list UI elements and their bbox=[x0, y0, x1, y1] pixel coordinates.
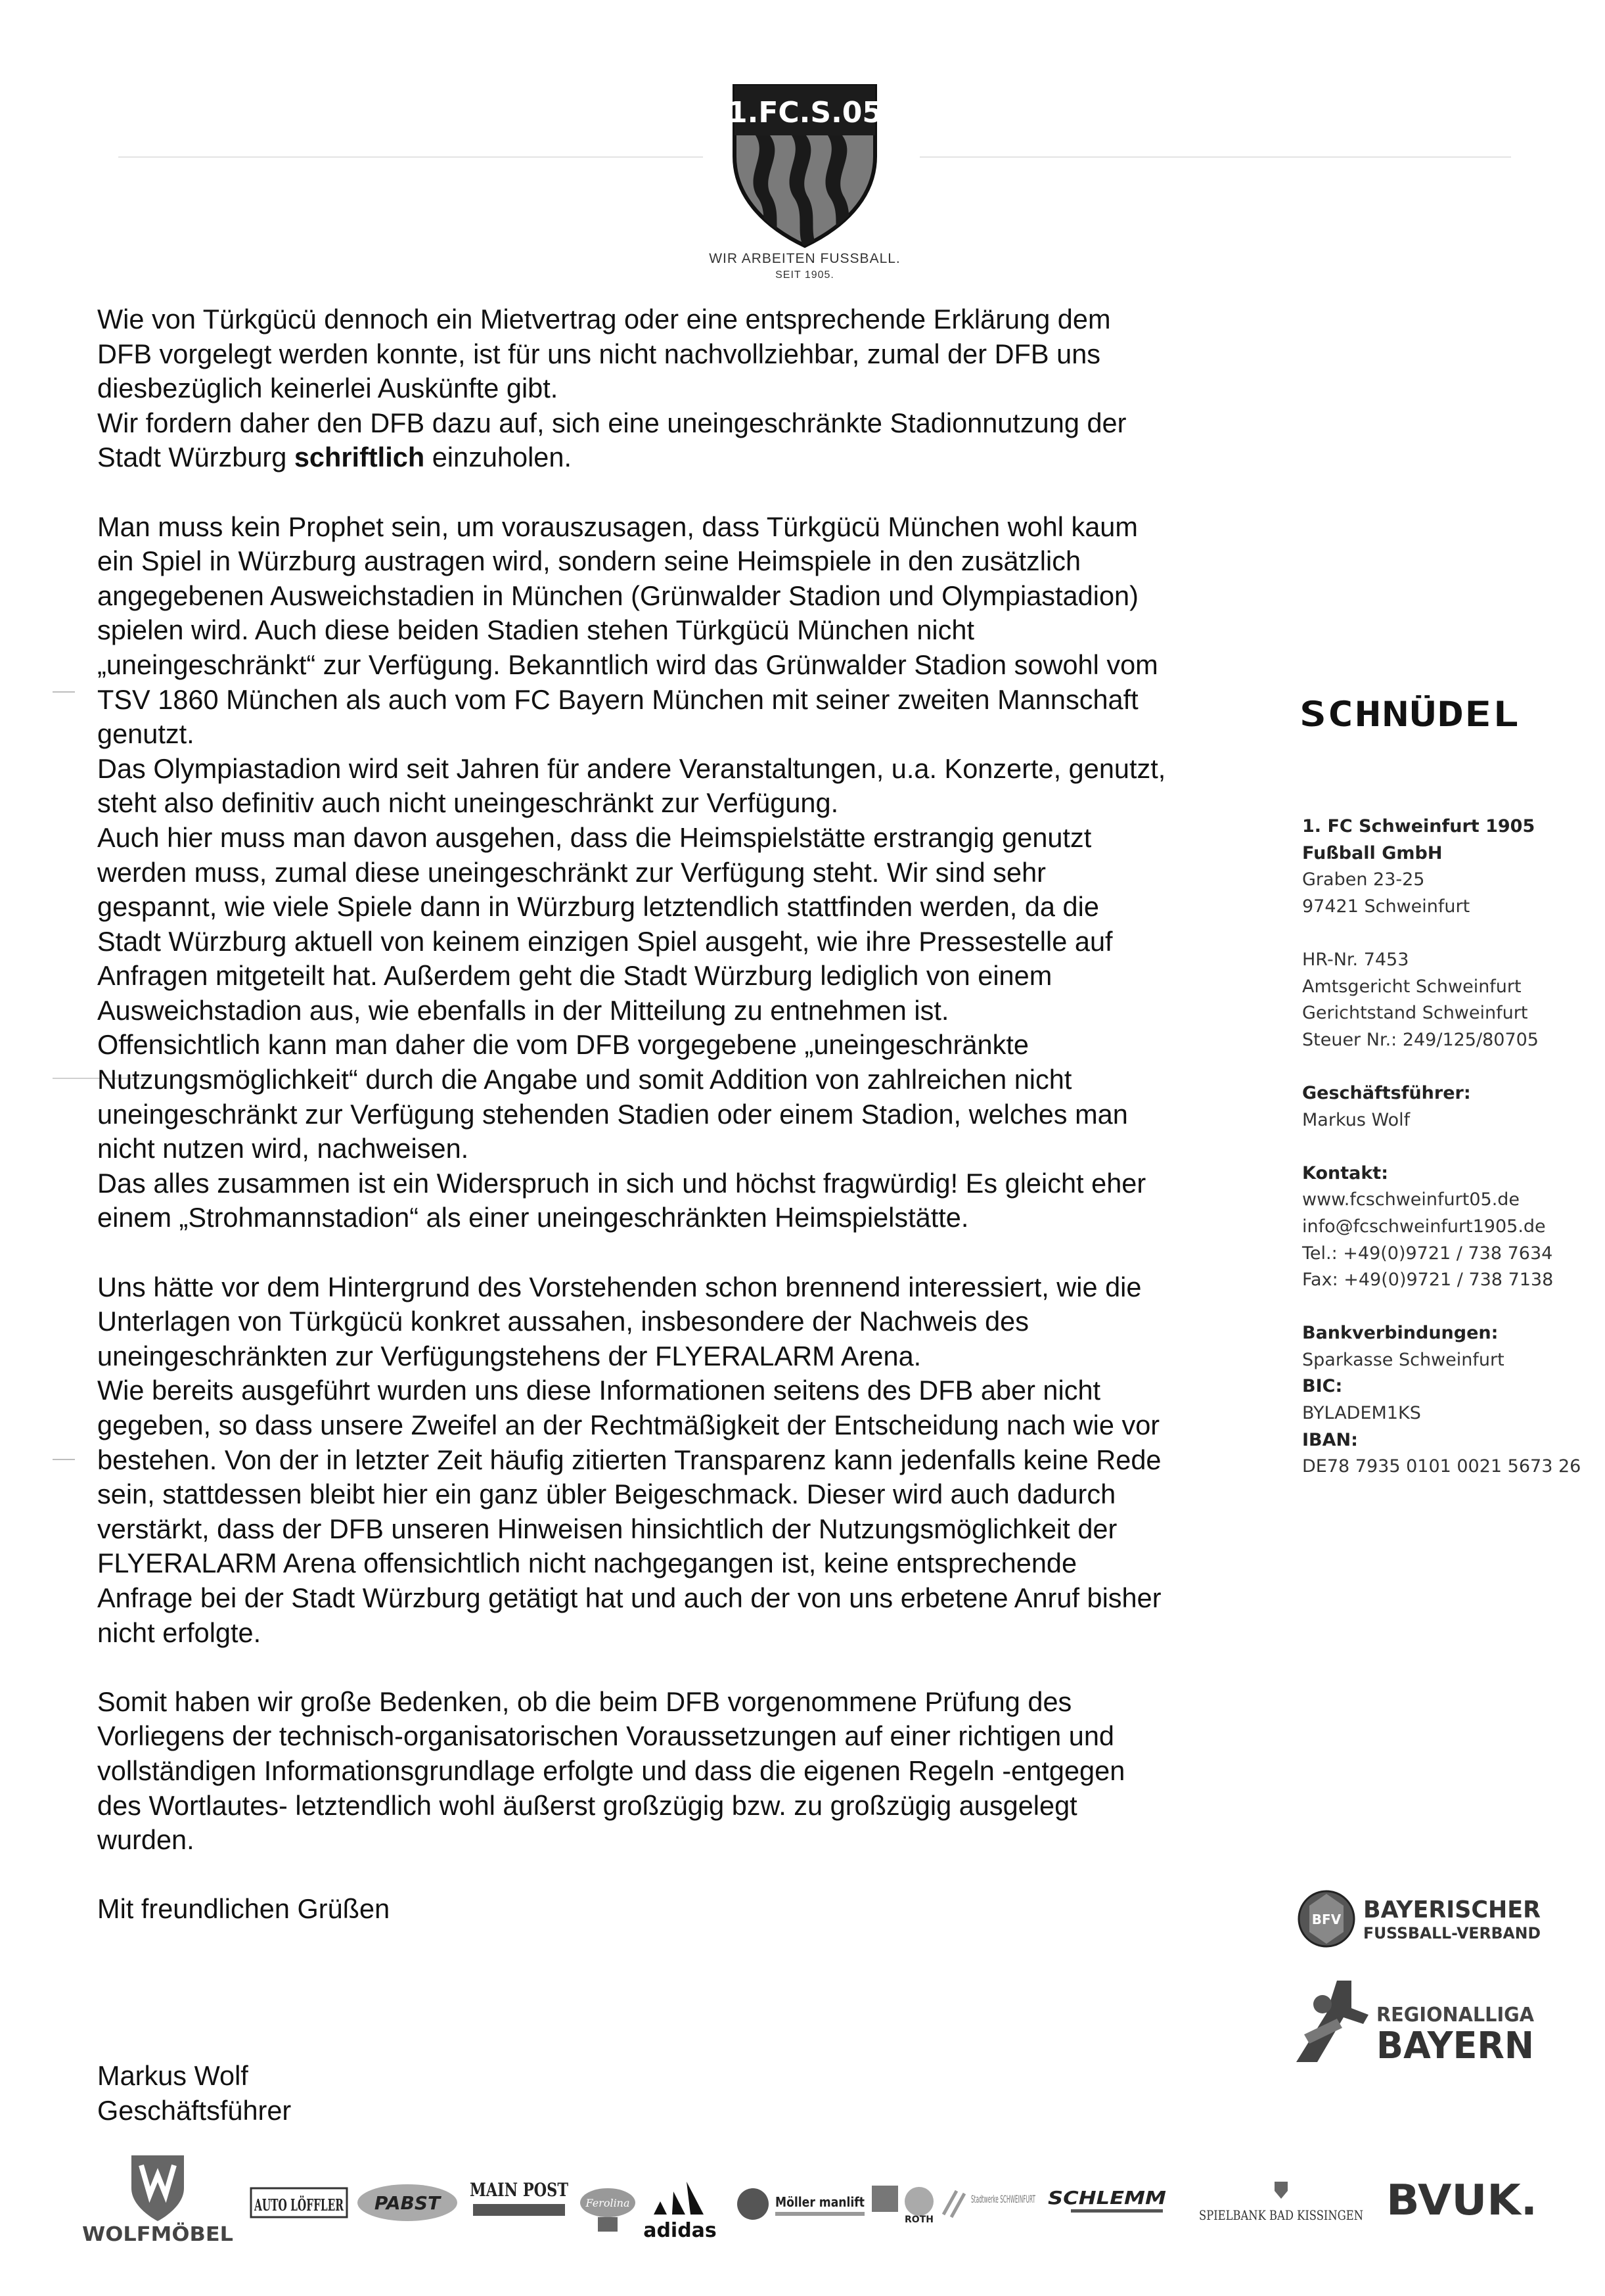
sponsor-ferolina-text: Ferolina bbox=[585, 2197, 630, 2209]
sponsor-moeller-text: Möller manlift bbox=[775, 2194, 865, 2210]
sponsor-bvuk-text: BVUK. bbox=[1386, 2176, 1537, 2225]
sponsor-main-post bbox=[466, 2174, 572, 2226]
bank-block bbox=[1302, 1320, 1591, 1481]
sponsor-bar bbox=[79, 2149, 1550, 2254]
sponsor-wolfmoebel-text: WOLFMÖBEL bbox=[82, 2223, 225, 2246]
rl-line-1: REGIONALLIGA bbox=[1376, 2004, 1535, 2027]
contact-label: Kontakt: bbox=[1302, 1162, 1389, 1183]
letter-paragraph-2: Man muss kein Prophet sein, um vorauszusagen, dass Türkgücü München wohl kaum ein Spiel in Würzburg austragen wird, sondern seine Heimspiele in den zusätzlich angegebenen Ausweichstadien in München (Grünwalder Stadion und Olympiastadion) spielen wird. Auch diese beiden Stadien stehen Türkgücü München nicht „uneingeschränkt“ zur Verfügung. Bekanntlich wird das Grünwalder Stadion sowohl vom TSV 1860 München als auch vom FC Bayern München mit seiner zweiten Mannschaft genutzt. Das Olympiastadion wird seit Jahren für andere Veranstaltungen, u.a. Konzerte, genutzt, steht also definitiv auch nicht uneingeschränkt zur Verfügung. Auch hier muss man davon ausgehen, dass die Heimspielstätte erstrangig genutzt werden muss, zumal diese uneingeschränkt zur Verfügung steht. Wir sind sehr gespannt, wie viele Spiele dann in Würzburg letztendlich stattfinden werden, da die Stadt Würzburg aktuell von keinem einzigen Spiel ausgeht, wie ihre Pressestelle auf Anfragen mitgeteilt hat. Außerdem geht die Stadt Würzburg lediglich von einem Ausweichstadion aus, wie ebenfalls in der Mitteilung zu entnehmen ist. Offensichtlich kann man daher die vom DFB vorgegebene „uneingeschränkte Nutzungsmöglichkeit“ durch die Angabe und somit Addition von zahlreichen nicht uneingeschränkt zur Verfügung stehenden Stadien oder einem Stadion, welches man nicht nutzen wird, nachweisen. Das alles zusammen ist ein Widerspruch in sich und höchst fragwürdig! Es gleicht eher einem „Strohmannstadion“ als einer uneingeschränkten Heimspielstätte. bbox=[97, 511, 1166, 1233]
signer-title: Geschäftsführer bbox=[97, 2094, 292, 2126]
sponsor-roth-text: ROTH bbox=[905, 2215, 934, 2225]
company-name-2: Fußball GmbH bbox=[1302, 842, 1443, 863]
managing-director bbox=[1302, 1080, 1591, 1134]
website-link[interactable]: www.fcschweinfurt05.de bbox=[1302, 1189, 1520, 1210]
club-crest-logo bbox=[729, 84, 880, 262]
sponsor-moeller-manlift bbox=[736, 2182, 867, 2228]
demand-emphasis: schriftlich bbox=[294, 442, 425, 473]
sponsor-spielbank bbox=[1196, 2178, 1367, 2230]
iban-value: DE78 7935 0101 0021 5673 26 bbox=[1302, 1456, 1581, 1477]
demand-text-end: einzuholen. bbox=[424, 442, 572, 473]
company-registry bbox=[1302, 947, 1591, 1053]
club-tagline: WIR ARBEITEN FUSSBALL. bbox=[709, 251, 901, 266]
sponsor-auto-loeffler-text: AUTO LÖFFLER bbox=[254, 2195, 344, 2215]
company-city: 97421 Schweinfurt bbox=[1302, 896, 1470, 917]
sponsor-bvuk bbox=[1386, 2170, 1544, 2229]
sponsor-stadtwerke-text: Stadtwerke SCHWEINFURT bbox=[971, 2193, 1036, 2205]
signer-name: Markus Wolf bbox=[97, 2060, 248, 2091]
md-label: Geschäftsführer: bbox=[1302, 1082, 1471, 1103]
sponsor-pabst bbox=[355, 2180, 460, 2226]
bfv-logo bbox=[1298, 1886, 1547, 1952]
jurisdiction: Gerichtstand Schweinfurt bbox=[1302, 1003, 1528, 1024]
letter-body bbox=[97, 302, 1286, 1927]
sponsor-adidas bbox=[641, 2175, 726, 2241]
regionalliga-bayern-logo bbox=[1291, 1975, 1541, 2067]
sponsor-stadtwerke bbox=[939, 2182, 1038, 2228]
letter-closing: Mit freundlichen Grüßen bbox=[97, 1893, 390, 1925]
sponsor-ferolina bbox=[578, 2183, 637, 2236]
bank-label: Bankverbindungen: bbox=[1302, 1323, 1499, 1344]
header-rule-left bbox=[118, 156, 703, 158]
fold-mark-bottom bbox=[53, 1459, 75, 1460]
md-name: Markus Wolf bbox=[1302, 1109, 1411, 1130]
sponsor-auto-loeffler bbox=[250, 2182, 348, 2228]
iban-label: IBAN: bbox=[1302, 1429, 1358, 1450]
bfv-badge-text: BFV bbox=[1311, 1912, 1342, 1927]
email-link[interactable]: info@fcschweinfurt1905.de bbox=[1302, 1216, 1546, 1237]
sponsor-wolfmoebel bbox=[79, 2149, 237, 2247]
schnuedel-text: SCHNÜDEL bbox=[1300, 695, 1473, 732]
club-since: SEIT 1905. bbox=[775, 269, 834, 281]
bfv-line-2: FUSSBALL-VERBAND bbox=[1363, 1924, 1541, 1942]
sponsor-roth bbox=[870, 2182, 936, 2228]
signature-block bbox=[97, 2059, 291, 2128]
sponsor-schlemm bbox=[1045, 2180, 1169, 2226]
sponsor-schlemm-text: SCHLEMM bbox=[1048, 2187, 1167, 2209]
bank-name: Sparkasse Schweinfurt bbox=[1302, 1349, 1504, 1370]
letter-demand-paragraph bbox=[97, 406, 1286, 475]
header-rule-right bbox=[920, 156, 1511, 158]
sponsor-adidas-text: adidas bbox=[643, 2219, 717, 2241]
company-sidebar bbox=[1302, 814, 1591, 1507]
phone-number: Tel.: +49(0)9721 / 738 7634 bbox=[1302, 1243, 1553, 1264]
registry-court: Amtsgericht Schweinfurt bbox=[1302, 976, 1522, 997]
letter-paragraph-3: Uns hätte vor dem Hintergrund des Vorstehenden schon brennend interessiert, wie die Unterlagen von Türkgücü konkret aussahen, insbesondere der Nachweis des uneingeschränkten zur Verfügungstehens der FLYERALARM Arena. Wie bereits ausgeführt wurden uns diese Informationen seitens des DFB aber nicht gegeben, so dass unsere Zweifel an der Rechtmäßigkeit der Entscheidung nach wie vor bestehen. Von der in letzter Zeit häufig zitierten Transparenz kann jedenfalls keine Rede sein, stattdessen bleibt hier ein ganz übler Beigeschmack. Dieser wird auch dadurch verstärkt, dass der DFB unseren Hinweisen hinsichtlich der Nutzungsmöglichkeit der FLYERALARM Arena offensichtlich nicht nachgegangen ist, keine entsprechende Anfrage bei der Stadt Würzburg getätigt hat und auch der von uns erbetene Anruf bisher nicht erfolgte. bbox=[97, 1271, 1162, 1648]
bic-value: BYLADEM1KS bbox=[1302, 1403, 1421, 1424]
fax-number: Fax: +49(0)9721 / 738 7138 bbox=[1302, 1270, 1554, 1291]
letter-paragraph-4: Somit haben wir große Bedenken, ob die beim DFB vorgenommene Prüfung des Vorliegens der technisch-organisatorischen Voraussetzungen auf einer richtigen und vollständigen Informationsgrundlage erfolgte und dass die eigenen Regeln -entgegen des Wortlautes- letztendlich wohl äußerst großzügig bzw. zu großzügig ausgelegt wurden. bbox=[97, 1686, 1125, 1856]
tax-number: Steuer Nr.: 249/125/80705 bbox=[1302, 1029, 1539, 1050]
bfv-line-1: BAYERISCHER bbox=[1363, 1896, 1541, 1923]
sponsor-spielbank-text: SPIELBANK BAD KISSINGEN bbox=[1199, 2207, 1363, 2223]
bic-label: BIC: bbox=[1302, 1376, 1343, 1397]
sponsor-main-post-text: MAIN POST bbox=[470, 2179, 569, 2201]
demand-text: Wir fordern daher den DFB dazu auf, sich eine uneingeschränkte Stadionnutzung der Stadt Würzburg bbox=[97, 407, 1127, 473]
company-address bbox=[1302, 814, 1591, 920]
contact-block bbox=[1302, 1160, 1591, 1294]
sponsor-pabst-text: PABST bbox=[374, 2192, 441, 2214]
rl-line-2: BAYERN bbox=[1376, 2025, 1534, 2067]
crest-text: 1.FC.S.05 bbox=[729, 96, 880, 129]
fold-mark-top bbox=[53, 691, 75, 693]
company-name-1: 1. FC Schweinfurt 1905 bbox=[1302, 816, 1535, 837]
schnuedel-logo bbox=[1300, 695, 1523, 732]
company-street: Graben 23-25 bbox=[1302, 869, 1425, 890]
registry-number: HR-Nr. 7453 bbox=[1302, 949, 1409, 970]
letter-paragraph-1: Wie von Türkgücü dennoch ein Mietvertrag oder eine entsprechende Erklärung dem DFB vorgelegt werden konnte, ist für uns nicht nachvollziehbar, zumal der DFB uns diesbezüglich keinerlei Auskünfte gibt. bbox=[97, 304, 1111, 404]
